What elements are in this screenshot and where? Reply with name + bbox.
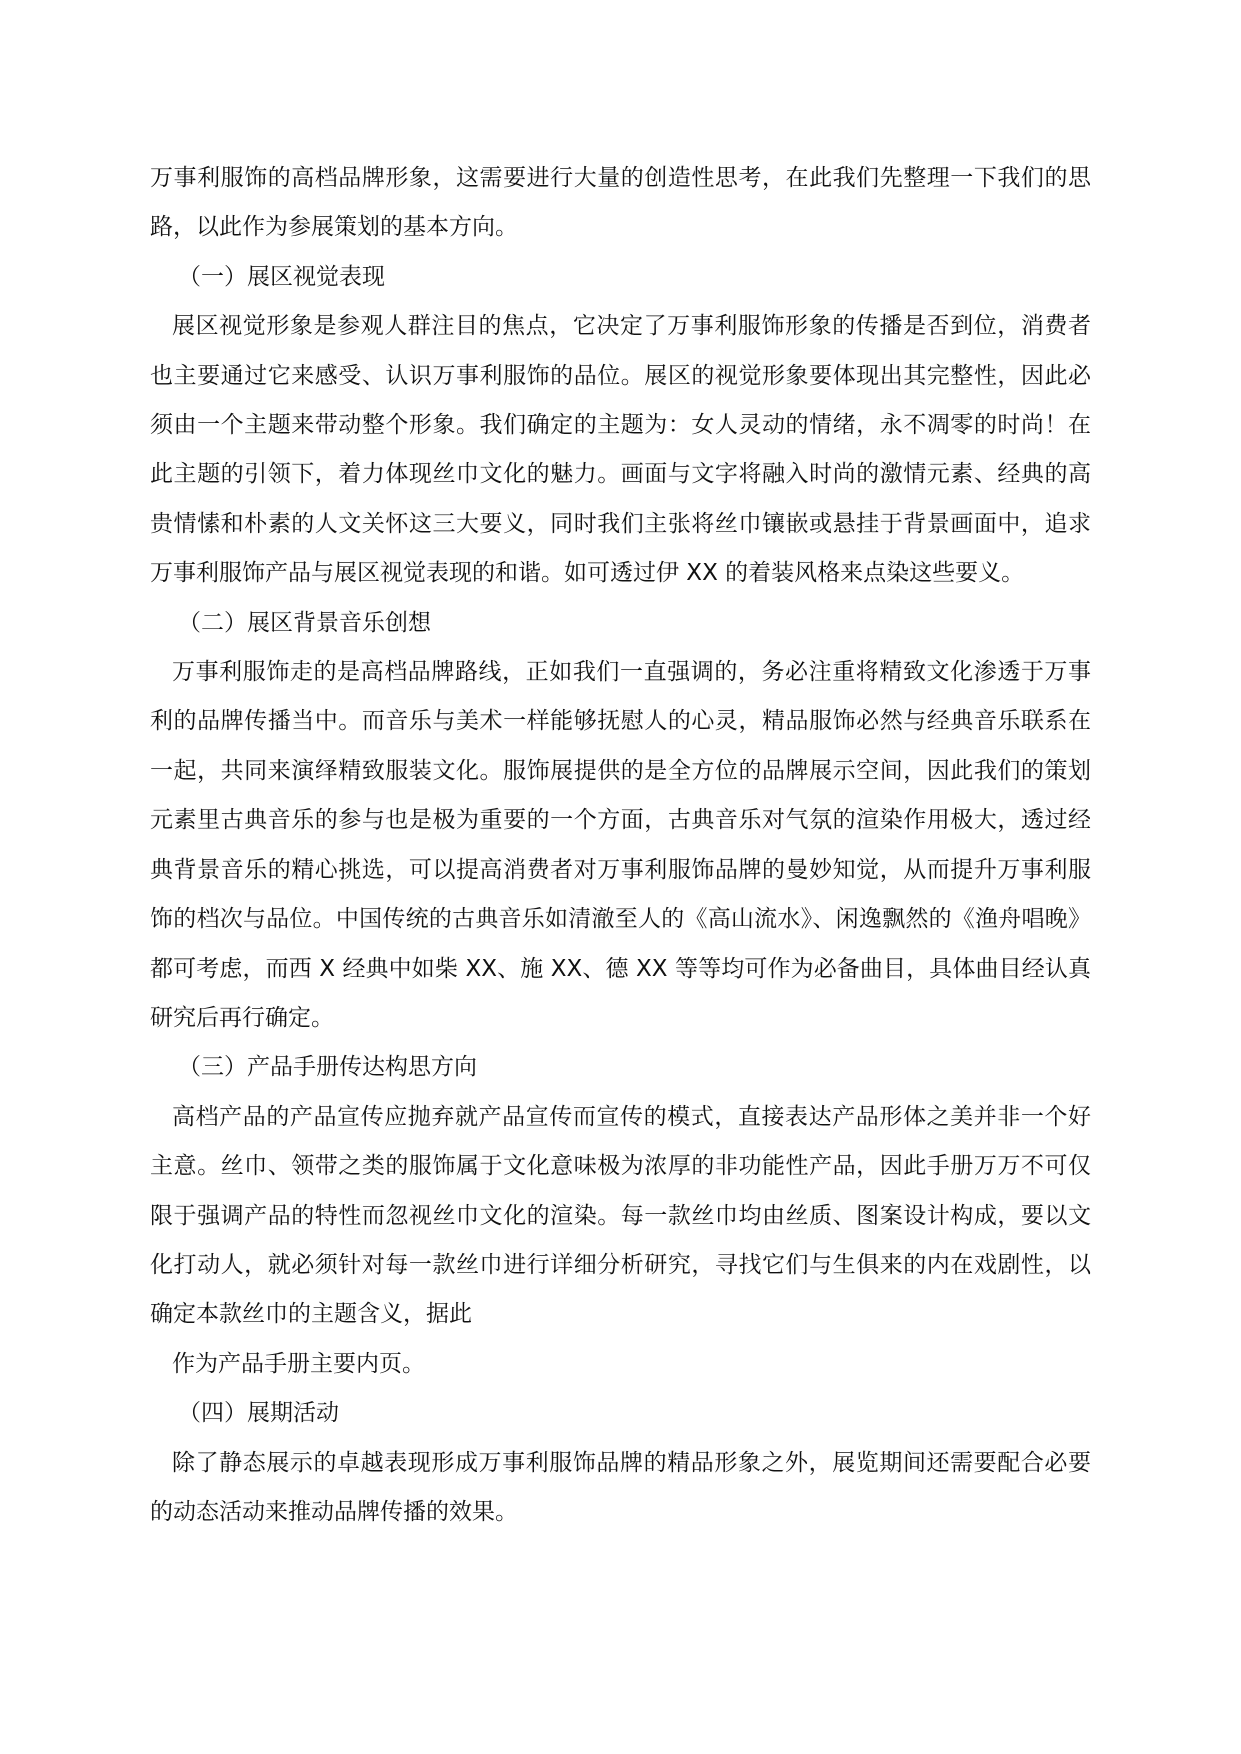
paragraph-brochure-tail: 作为产品手册主要内页。 [172,1350,425,1377]
paragraph-visual: 展区视觉形象是参观人群注目的焦点，它决定了万事利服饰形象的传播是否到位，消费者也主要通过它来感受、认识万事利服饰的品位。展区的视觉形象要体现出其完整性，因此必须由一个主题来带动整个形象。我们确定的主题为：女人灵动的情绪，永不凋零的时尚！在此主题的引领下，着力体现丝巾文化的魅力。画面与文字将融入时尚的激情元素、经典的高贵情愫和朴素的人文关怀这三大要义，同时我们主张将丝巾镶嵌或悬挂于背景画面中，追求万事利服饰产品与展区视觉表现的和谐。如可透过伊 XX 的着装风格来点染这些要义。 [150,313,1091,587]
paragraph-continuation: 万事利服饰的高档品牌形象，这需要进行大量的创造性思考，在此我们先整理一下我们的思路，以此作为参展策划的基本方向。 [150,165,1091,241]
section-heading-brochure: （三）产品手册传达构思方向 [178,1054,477,1081]
section-heading-visual: （一）展区视觉表现 [178,263,385,290]
paragraph-brochure: 高档产品的产品宣传应抛弃就产品宣传而宣传的模式，直接表达产品形体之美并非一个好主意。丝巾、领带之类的服饰属于文化意味极为浓厚的非功能性产品，因此手册万万不可仅限于强调产品的特性而忽视丝巾文化的渲染。每一款丝巾均由丝质、图案设计构成，要以文化打动人，就必须针对每一款丝巾进行详细分析研究，寻找它们与生俱来的内在戏剧性，以确定本款丝巾的主题含义，据此 [150,1103,1091,1328]
section-heading-music: （二）展区背景音乐创想 [178,609,431,636]
section-heading-activities: （四）展期活动 [178,1400,339,1427]
paragraph-activities: 除了静态展示的卓越表现形成万事利服饰品牌的精品形象之外，展览期间还需要配合必要的动态活动来推动品牌传播的效果。 [150,1449,1091,1525]
paragraph-music: 万事利服饰走的是高档品牌路线，正如我们一直强调的，务必注重将精致文化渗透于万事利的品牌传播当中。而音乐与美术一样能够抚慰人的心灵，精品服饰必然与经典音乐联系在一起，共同来演绎精致服装文化。服饰展提供的是全方位的品牌展示空间，因此我们的策划元素里古典音乐的参与也是极为重要的一个方面，古典音乐对气氛的渲染作用极大，透过经典背景音乐的精心挑选，可以提高消费者对万事利服饰品牌的曼妙知觉，从而提升万事利服饰的档次与品位。中国传统的古典音乐如清澈至人的《高山流水》、闲逸飘然的《渔舟唱晚》都可考虑，而西 X 经典中如柴 XX、施 XX、德 XX 等等均可作为必备曲目，具体曲目经认真研究后再行确定。 [150,659,1091,1031]
document-body [150,154,1091,1537]
